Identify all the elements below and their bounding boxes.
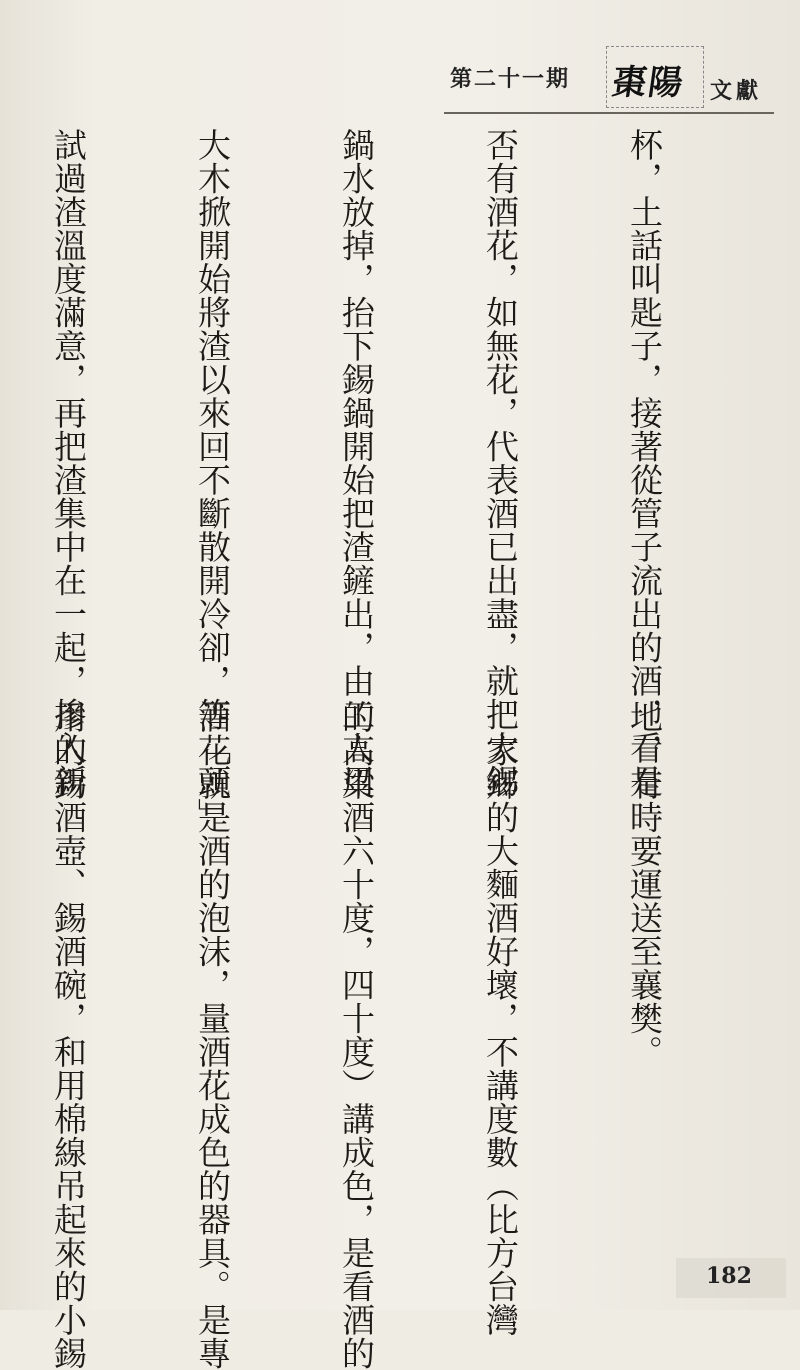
text-column: 杯，土話叫匙子，接著從管子流出的酒，看是	[625, 128, 664, 798]
text-column: 用的錫酒壺、錫酒碗，和用棉線吊起來的小錫	[49, 700, 88, 1370]
text-column: 試過渣溫度滿意，再把渣集中在一起，摻入新	[49, 128, 88, 798]
issue-label: 第二十一期	[450, 66, 571, 92]
text-column: 的高粱酒六十度，四十度）講成色，是看酒的	[337, 700, 376, 1370]
page-number: 182	[706, 1263, 752, 1289]
journal-logo: 棗陽	[609, 63, 688, 103]
journal-subtitle: 文獻	[710, 78, 763, 104]
lower-text-block	[0, 700, 764, 1370]
text-column: 否有酒花，如無花，代表酒已出盡，就把大錫	[481, 128, 520, 798]
page-header	[438, 42, 768, 114]
text-column: 酒花就是酒的泡沫，量酒花成色的器具。是專	[193, 700, 232, 1370]
text-column: 地，有時要運送至襄樊。	[625, 700, 664, 1069]
text-column: 大木掀開始將渣以來回不斷散開冷卻，等「頭」	[193, 128, 232, 832]
text-column: 鍋水放掉，抬下錫鍋開始把渣鏟出，由工人用	[337, 128, 376, 798]
upper-text-block	[0, 128, 764, 832]
header-rule	[444, 112, 774, 114]
journal-logo-box	[606, 46, 704, 108]
text-column: 家鄉的大麵酒好壞，不講度數（比方台灣	[481, 700, 520, 1337]
